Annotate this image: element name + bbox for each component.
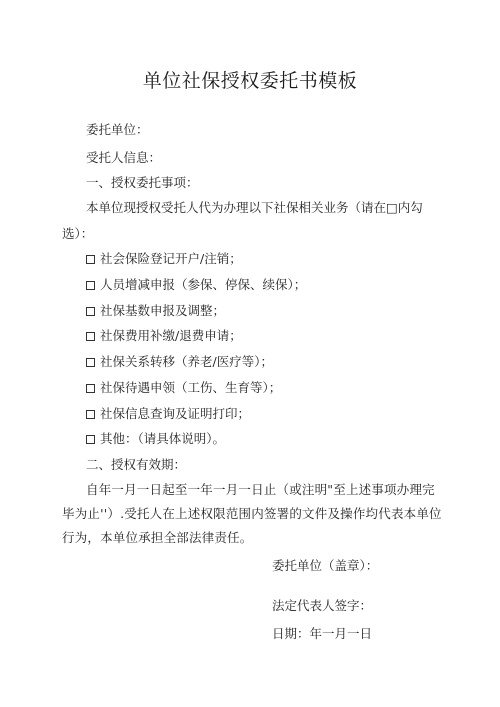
item-row [86, 380, 281, 396]
item-label: 人员增减申报（参保、停保、续保）； [100, 277, 307, 292]
checkbox-icon[interactable] [86, 410, 95, 419]
item-label: 社保待遇申领（工伤、生育等）； [100, 380, 282, 395]
legal-rep-signature-label: 法定代表人签字： [272, 598, 373, 613]
item-row [86, 431, 225, 447]
section1-intro-line2: 选）： [62, 226, 94, 241]
item-label: 社保基数申报及调整； [100, 303, 226, 318]
item-row [86, 328, 242, 344]
item-row [86, 251, 242, 267]
checkbox-icon[interactable] [86, 358, 95, 367]
document-title: 单位社保授权委托书模板 [142, 70, 358, 92]
agent-label: 受托人信息： [86, 150, 162, 165]
section1-intro-line1: 本单位现授权受托人代为办理以下社保相关业务（请在□内勾 [86, 200, 423, 215]
checkbox-icon[interactable] [86, 255, 95, 264]
checkbox-icon[interactable] [86, 384, 95, 393]
checkbox-icon[interactable] [86, 435, 95, 444]
item-row [86, 303, 225, 319]
checkbox-icon[interactable] [86, 307, 95, 316]
item-row [86, 354, 273, 370]
validity-paragraph: 自年一月一日起至一年一月一日止（或注明"至上述事项办理完毕为止''）.受托人在上述权限范围内签署的文件及操作均代表本单位行为，本单位承担全部法律责任。 [62, 482, 442, 545]
checkbox-icon[interactable] [86, 332, 95, 341]
item-row [86, 406, 250, 422]
section1-heading: 一、授权委托事项： [86, 175, 199, 190]
item-label: 社会保险登记开户/注销； [100, 251, 242, 266]
date-label: 日期：年一月一日 [272, 626, 373, 641]
item-row [86, 277, 306, 293]
seal-label: 委托单位（盖章）： [272, 558, 379, 573]
section2-heading: 二、授权有效期： [86, 457, 187, 472]
checkbox-icon[interactable] [86, 281, 95, 290]
principal-label: 委托单位： [86, 122, 149, 137]
item-label: 社保关系转移（养老/医疗等）； [100, 354, 273, 369]
item-label: 社保信息查询及证明打印； [100, 406, 251, 421]
item-label: 社保费用补缴/退费申请； [100, 328, 242, 343]
item-label: 其他：（请具体说明）。 [100, 431, 226, 446]
